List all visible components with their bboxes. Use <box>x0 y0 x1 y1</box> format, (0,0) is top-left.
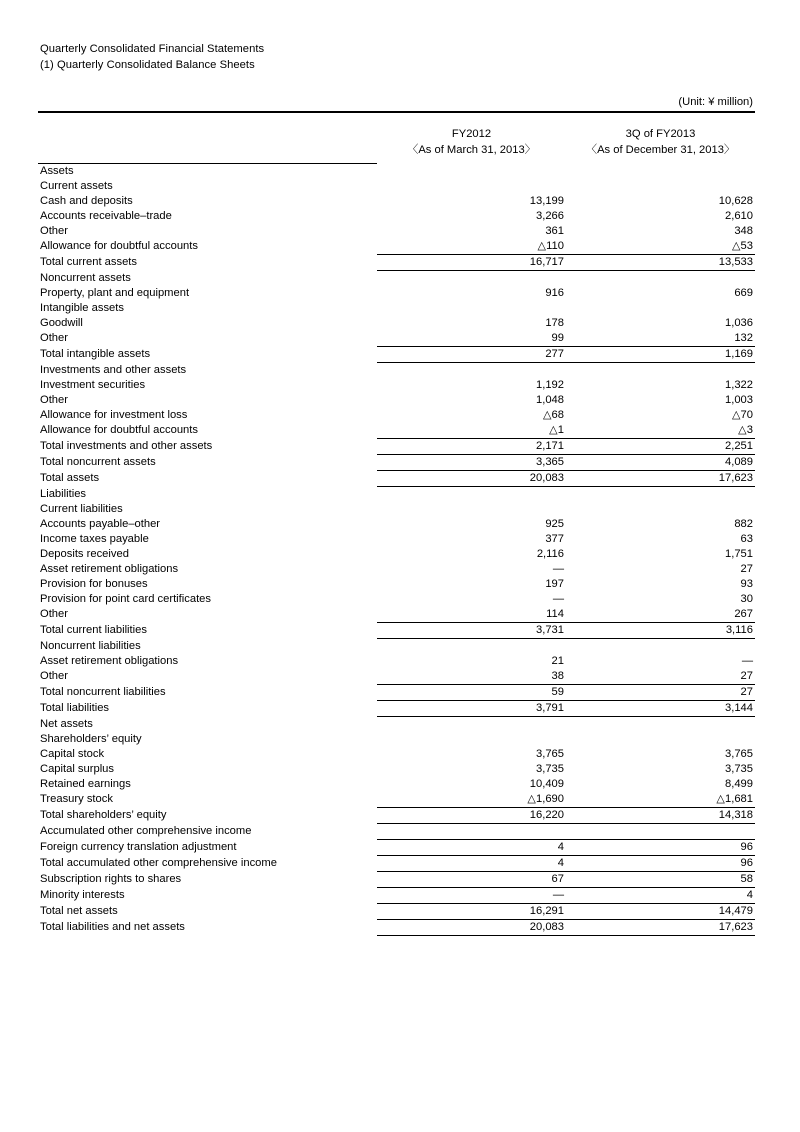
row-value-3q-fy2013: — <box>741 655 753 667</box>
row-value-3q-fy2013: 3,116 <box>566 622 755 638</box>
row-value-3q-fy2013: 1,003 <box>725 394 753 406</box>
row-value-fy2012: 3,765 <box>536 748 564 760</box>
row-value-3q-fy2013: 17,623 <box>566 470 755 486</box>
row-label: Shareholders’ equity <box>40 733 142 745</box>
row-value-fy2012 <box>377 301 566 316</box>
row-value-3q-fy2013 <box>566 823 755 839</box>
row-label: Accounts receivable–trade <box>40 210 172 222</box>
row-label: Capital stock <box>40 748 105 760</box>
table-body <box>38 163 755 935</box>
table-row <box>38 486 755 502</box>
row-value-fy2012: 38 <box>551 670 564 682</box>
row-label: Noncurrent liabilities <box>40 639 141 652</box>
column-header-3q-fy2013-label: 3Q of FY2013 <box>625 128 696 140</box>
row-value-3q-fy2013 <box>566 301 755 316</box>
table-row <box>38 669 755 685</box>
table-row <box>38 301 755 316</box>
row-label: Total intangible assets <box>40 348 151 360</box>
row-value-fy2012: 16,291 <box>377 903 566 919</box>
table-row <box>38 592 755 607</box>
row-label: Property, plant and equipment <box>40 287 190 299</box>
table-row <box>38 607 755 623</box>
row-value-3q-fy2013 <box>566 502 755 517</box>
row-value-fy2012: 4 <box>377 839 566 855</box>
row-label: Liabilities <box>40 487 87 500</box>
table-row <box>38 871 755 887</box>
row-value-3q-fy2013: 10,628 <box>718 195 753 207</box>
column-header-3q-fy2013 <box>566 121 755 163</box>
row-label: Minority interests <box>40 889 125 901</box>
table-row <box>38 762 755 777</box>
row-value-3q-fy2013 <box>566 732 755 747</box>
row-label: Total investments and other assets <box>40 440 213 452</box>
row-value-fy2012: 2,171 <box>377 438 566 454</box>
table-row <box>38 346 755 362</box>
row-value-fy2012: — <box>552 593 564 605</box>
row-value-3q-fy2013: △70 <box>731 409 753 421</box>
table-row <box>38 362 755 378</box>
row-label: Deposits received <box>40 548 129 560</box>
row-label: Noncurrent assets <box>40 271 131 284</box>
row-label: Total assets <box>40 472 100 484</box>
row-value-fy2012: 916 <box>545 287 564 299</box>
table-row <box>38 286 755 301</box>
row-value-fy2012: 197 <box>545 578 564 590</box>
table-row <box>38 807 755 823</box>
row-value-fy2012: 16,220 <box>377 807 566 823</box>
table-row <box>38 887 755 903</box>
row-value-fy2012: — <box>377 887 566 903</box>
row-value-3q-fy2013: 348 <box>734 225 753 237</box>
row-value-fy2012: 99 <box>551 332 564 344</box>
row-label: Other <box>40 225 68 237</box>
balance-sheet-table <box>38 111 755 936</box>
table-row <box>38 517 755 532</box>
row-value-3q-fy2013: 882 <box>734 518 753 530</box>
row-label: Income taxes payable <box>40 533 149 545</box>
row-value-fy2012: 178 <box>545 317 564 329</box>
row-value-3q-fy2013 <box>566 163 755 179</box>
table-row <box>38 638 755 654</box>
top-rule-spacer-col2 <box>566 112 755 121</box>
row-value-3q-fy2013: △53 <box>731 240 753 252</box>
row-label: Retained earnings <box>40 778 131 790</box>
row-label: Total liabilities and net assets <box>40 921 185 933</box>
row-value-fy2012: 3,266 <box>536 210 564 222</box>
row-value-fy2012: △110 <box>537 240 564 252</box>
table-row <box>38 408 755 423</box>
unit-note: (Unit: ¥ million) <box>678 96 753 108</box>
row-value-3q-fy2013: 30 <box>740 593 753 605</box>
row-label: Other <box>40 332 68 345</box>
row-label: Total net assets <box>40 905 118 917</box>
row-value-3q-fy2013 <box>566 716 755 732</box>
row-label: Goodwill <box>40 317 83 329</box>
row-label: Asset retirement obligations <box>40 655 179 667</box>
row-value-fy2012: 1,048 <box>536 394 564 406</box>
table-row <box>38 562 755 577</box>
row-value-fy2012: 1,192 <box>536 379 564 391</box>
row-value-fy2012 <box>377 486 566 502</box>
row-label: Investments and other assets <box>40 363 187 376</box>
row-value-3q-fy2013: 1,169 <box>566 346 755 362</box>
row-value-fy2012 <box>377 502 566 517</box>
row-label: Current assets <box>40 180 113 192</box>
row-label: Total liabilities <box>40 702 110 714</box>
row-label: Other <box>40 670 68 683</box>
page-title: Quarterly Consolidated Financial Statements <box>40 43 265 55</box>
row-label: Allowance for investment loss <box>40 409 188 421</box>
table-row <box>38 179 755 194</box>
row-value-3q-fy2013: 27 <box>740 563 753 575</box>
row-label: Net assets <box>40 717 93 730</box>
row-value-3q-fy2013: 1,322 <box>725 379 753 391</box>
row-label: Investment securities <box>40 379 146 391</box>
row-value-fy2012 <box>377 638 566 654</box>
row-value-3q-fy2013: 14,318 <box>566 807 755 823</box>
row-value-3q-fy2013: 669 <box>734 287 753 299</box>
row-value-3q-fy2013 <box>566 638 755 654</box>
row-value-3q-fy2013: 13,533 <box>566 254 755 270</box>
row-value-3q-fy2013: △1,681 <box>716 793 753 805</box>
row-value-fy2012: 20,083 <box>377 470 566 486</box>
page-subtitle: (1) Quarterly Consolidated Balance Sheets <box>40 58 255 71</box>
row-value-fy2012: 3,791 <box>377 700 566 716</box>
table-row <box>38 823 755 839</box>
row-value-fy2012: 3,365 <box>377 454 566 470</box>
table-row <box>38 502 755 517</box>
row-label: Asset retirement obligations <box>40 563 179 575</box>
table-row <box>38 684 755 700</box>
row-value-fy2012 <box>377 362 566 378</box>
row-label: Total current assets <box>40 256 137 268</box>
table-row <box>38 903 755 919</box>
row-label: Total noncurrent assets <box>40 456 156 468</box>
table-row <box>38 454 755 470</box>
table-row <box>38 532 755 547</box>
row-value-3q-fy2013 <box>566 270 755 286</box>
column-header-fy2012-label: FY2012 <box>451 128 492 140</box>
column-header-row <box>38 121 755 163</box>
row-label: Total accumulated other comprehensive income <box>40 857 277 869</box>
row-value-3q-fy2013: 3,765 <box>725 748 753 760</box>
row-label: Intangible assets <box>40 302 124 314</box>
table-row <box>38 331 755 347</box>
row-value-3q-fy2013 <box>566 179 755 194</box>
table-row <box>38 209 755 224</box>
row-value-fy2012 <box>377 163 566 179</box>
row-value-fy2012: 2,116 <box>536 548 564 560</box>
row-value-fy2012: 925 <box>545 518 564 530</box>
table-row <box>38 378 755 393</box>
row-label: Total noncurrent liabilities <box>40 686 166 698</box>
table-row <box>38 732 755 747</box>
table-row <box>38 270 755 286</box>
column-header-3q-fy2013-date: 〈As of December 31, 2013〉 <box>585 144 736 156</box>
table-row <box>38 577 755 592</box>
row-label: Allowance for doubtful accounts <box>40 424 198 437</box>
row-value-3q-fy2013 <box>566 486 755 502</box>
row-value-fy2012: 377 <box>545 533 564 545</box>
top-rule-spacer-label <box>38 112 377 121</box>
table-row <box>38 716 755 732</box>
document-heading <box>40 40 755 73</box>
row-value-fy2012: 10,409 <box>529 778 564 790</box>
row-value-fy2012: 4 <box>377 855 566 871</box>
table-row <box>38 163 755 179</box>
row-value-fy2012: — <box>552 563 564 575</box>
row-value-3q-fy2013: 27 <box>566 684 755 700</box>
row-value-fy2012: 59 <box>377 684 566 700</box>
row-value-3q-fy2013: 27 <box>740 670 753 682</box>
row-value-3q-fy2013: 132 <box>734 332 753 344</box>
column-header-fy2012 <box>377 121 566 163</box>
row-value-fy2012: 21 <box>551 655 564 667</box>
row-value-3q-fy2013: 8,499 <box>725 778 753 790</box>
table-row <box>38 423 755 439</box>
row-value-3q-fy2013: 96 <box>566 855 755 871</box>
row-value-fy2012: 67 <box>551 873 564 885</box>
table-header <box>38 112 755 163</box>
row-value-fy2012: △1 <box>549 424 564 436</box>
row-value-3q-fy2013 <box>566 362 755 378</box>
table-row <box>38 777 755 792</box>
table-row <box>38 839 755 855</box>
table-row <box>38 316 755 331</box>
row-value-3q-fy2013: 58 <box>740 873 753 885</box>
row-label: Total shareholders’ equity <box>40 809 167 821</box>
row-label: Accounts payable–other <box>40 518 161 530</box>
row-label: Other <box>40 608 68 621</box>
row-label: Assets <box>40 165 74 177</box>
table-row <box>38 239 755 255</box>
row-value-fy2012: △1,690 <box>527 793 564 805</box>
row-label: Other <box>40 394 68 406</box>
table-row <box>38 792 755 808</box>
row-label: Total current liabilities <box>40 624 147 636</box>
row-value-fy2012: 13,199 <box>529 195 564 207</box>
row-value-3q-fy2013: 3,144 <box>566 700 755 716</box>
row-value-fy2012 <box>377 179 566 194</box>
row-value-3q-fy2013: 93 <box>740 578 753 590</box>
row-value-fy2012: 3,731 <box>377 622 566 638</box>
table-row <box>38 470 755 486</box>
table-row <box>38 654 755 669</box>
row-label: Subscription rights to shares <box>40 873 182 885</box>
row-label: Provision for point card certificates <box>40 593 211 605</box>
row-value-fy2012: 16,717 <box>377 254 566 270</box>
row-label: Current liabilities <box>40 503 123 515</box>
row-value-fy2012 <box>377 270 566 286</box>
row-value-fy2012 <box>377 732 566 747</box>
row-value-3q-fy2013: 17,623 <box>566 919 755 935</box>
row-value-fy2012: 277 <box>377 346 566 362</box>
table-top-rule <box>38 112 755 121</box>
row-value-3q-fy2013: 3,735 <box>725 763 753 775</box>
row-label: Capital surplus <box>40 763 114 775</box>
row-value-fy2012: 20,083 <box>377 919 566 935</box>
table-row <box>38 438 755 454</box>
row-value-fy2012: △68 <box>542 409 564 421</box>
row-value-3q-fy2013: 2,610 <box>725 210 753 222</box>
table-row <box>38 547 755 562</box>
table-row <box>38 919 755 935</box>
row-value-3q-fy2013: 267 <box>734 608 753 620</box>
table-row <box>38 194 755 209</box>
row-value-3q-fy2013: 2,251 <box>566 438 755 454</box>
row-value-3q-fy2013: 4,089 <box>566 454 755 470</box>
row-value-fy2012 <box>377 716 566 732</box>
row-value-fy2012 <box>377 823 566 839</box>
row-label: Accumulated other comprehensive income <box>40 825 252 837</box>
row-value-3q-fy2013: 63 <box>740 533 753 545</box>
row-value-fy2012: 114 <box>546 608 564 620</box>
table-row <box>38 224 755 239</box>
column-header-fy2012-date: 〈As of March 31, 2013〉 <box>407 144 536 156</box>
row-value-fy2012: 3,735 <box>536 763 564 775</box>
row-value-3q-fy2013: △3 <box>738 424 753 436</box>
row-value-3q-fy2013: 14,479 <box>566 903 755 919</box>
row-value-3q-fy2013: 1,036 <box>725 317 753 329</box>
table-row <box>38 855 755 871</box>
row-value-3q-fy2013: 1,751 <box>725 548 753 560</box>
top-rule-spacer-col1 <box>377 112 566 121</box>
row-label: Cash and deposits <box>40 195 133 207</box>
table-row <box>38 393 755 408</box>
column-header-blank <box>38 121 377 163</box>
row-label: Allowance for doubtful accounts <box>40 240 198 253</box>
row-value-fy2012: 361 <box>545 225 564 237</box>
table-row <box>38 747 755 762</box>
row-label: Foreign currency translation adjustment <box>40 841 237 853</box>
row-label: Treasury stock <box>40 793 113 806</box>
row-label: Provision for bonuses <box>40 578 148 590</box>
row-value-3q-fy2013: 4 <box>566 887 755 903</box>
table-row <box>38 622 755 638</box>
table-row <box>38 700 755 716</box>
table-row <box>38 254 755 270</box>
row-value-3q-fy2013: 96 <box>566 839 755 855</box>
